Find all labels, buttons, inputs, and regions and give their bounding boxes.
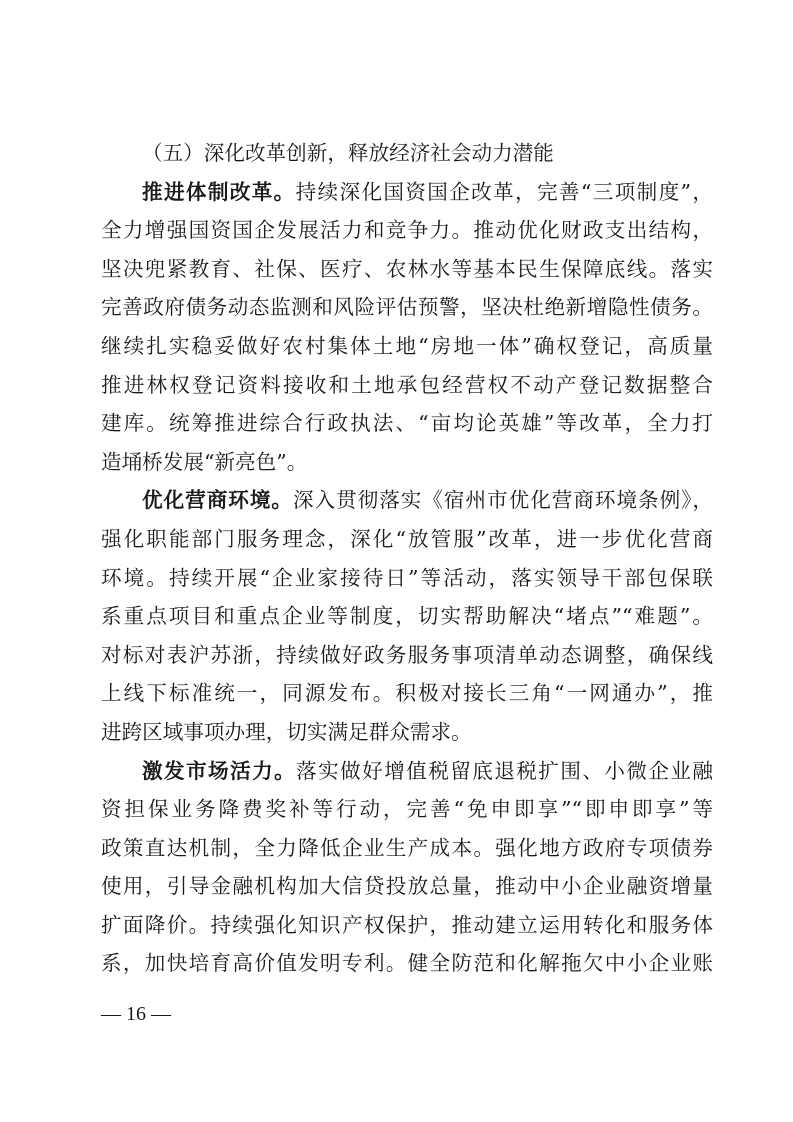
paragraph-1-line-1: [101, 173, 713, 212]
paragraph-2-line-7: 进跨区域事项办理，切实满足群众需求。: [101, 719, 472, 744]
paragraph-1-lead: 推进体制改革。: [142, 179, 296, 204]
section-heading: （五）深化改革创新，释放经济社会动力潜能: [142, 141, 554, 165]
paragraph-1-line-3: 坚决兜紧教育、社保、医疗、农林水等基本民生保障底线。落实: [101, 256, 713, 281]
paragraph-3-lead: 激发市场活力。: [142, 758, 297, 783]
paragraph-3-line-5: 扩面降价。持续强化知识产权保护，推动建立运用转化和服务体: [101, 912, 713, 937]
paragraph-1-line-4: 完善政府债务动态监测和风险评估预警，坚决杜绝新增隐性债务。: [101, 295, 713, 320]
paragraph-2-line-1: [101, 481, 713, 520]
paragraph-3-line-4: 使用，引导金融机构加大信贷投放总量，推动中小企业融资增量: [101, 874, 713, 899]
paragraph-1-line-2: 全力增强国资国企发展活力和竞争力。推动优化财政支出结构，: [101, 218, 713, 243]
paragraph-2-line-6: 上线下标准统一，同源发布。积极对接长三角“一网通办”，推: [101, 681, 713, 706]
paragraph-1-text: 持续深化国资国企改革，完善“三项制度”，: [295, 179, 713, 204]
paragraph-3-line-2: 资担保业务降费奖补等行动，完善“免申即享”“即申即享”等: [101, 797, 713, 822]
paragraph-2-text: 深入贯彻落实《宿州市优化营商环境条例》，: [292, 488, 713, 513]
paragraph-2-line-3: 环境。持续开展“企业家接待日”等活动，落实领导干部包保联: [101, 565, 713, 590]
paragraph-1-line-7: 建库。统筹推进综合行政执法、“亩均论英雄”等改革，全力打: [101, 411, 713, 436]
page-number: — 16 —: [101, 1003, 171, 1025]
document-body: [101, 134, 713, 983]
paragraph-2-line-2: 强化职能部门服务理念，深化“放管服”改革，进一步优化营商: [101, 526, 713, 551]
paragraph-1-line-6: 推进林权登记资料接收和土地承包经营权不动产登记数据整合: [101, 372, 713, 397]
paragraph-3-line-1: [101, 752, 713, 791]
paragraph-1-line-8: 造埇桥发展“新亮色”。: [101, 449, 308, 474]
paragraph-2-line-4: 系重点项目和重点企业等制度，切实帮助解决“堵点”“难题”。: [101, 604, 713, 629]
paragraph-2-lead: 优化营商环境。: [142, 488, 293, 513]
paragraph-2-line-5: 对标对表沪苏浙，持续做好政务服务事项清单动态调整，确保线: [101, 642, 713, 667]
paragraph-3-text: 落实做好增值税留底退税扩围、小微企业融: [296, 758, 713, 783]
paragraph-3-line-6: 系，加快培育高价值发明专利。健全防范和化解拖欠中小企业账: [101, 951, 713, 976]
paragraph-3-line-3: 政策直达机制，全力降低企业生产成本。强化地方政府专项债券: [101, 835, 713, 860]
paragraph-1-line-5: 继续扎实稳妥做好农村集体土地“房地一体”确权登记，高质量: [101, 333, 713, 358]
